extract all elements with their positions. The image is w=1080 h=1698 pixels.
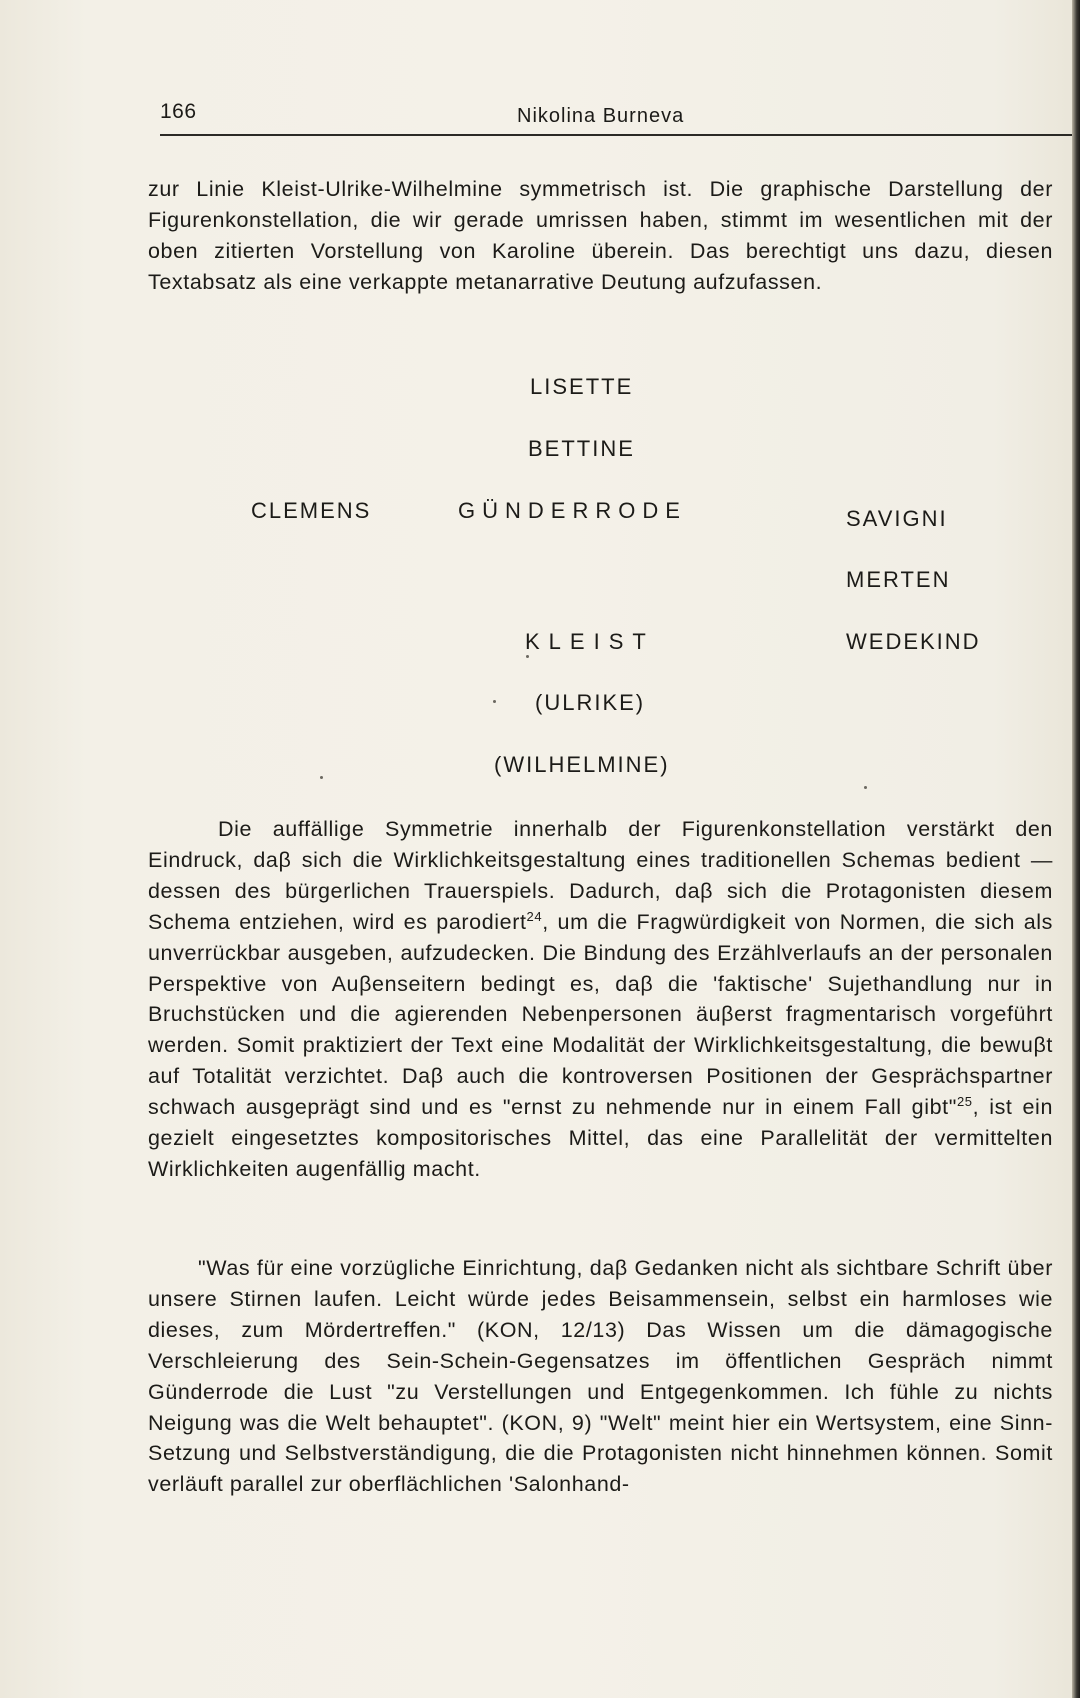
paragraph-quote: "Was für eine vorzügliche Einrichtung, daβ Gedanken nicht als sichtbare Schrift über unsere Stirnen laufen. Leicht würde jedes Beisammensein, selbst ein harmloses wie dieses, zum Mördertreffen." (KON, 12/13) Das Wissen um die dämagogische Verschleierung des Sein-Schein-Gegensatzes im öffentlichen Gespräch nimmt Günderrode die Lust "zu Verstellungen und Entgegenkommen. Ich fühle zu nichts Neigung was die Welt behauptet". (KON, 9) "Welt" meint hier ein Wertsystem, eine Sinn-Setzung und Selbstverständigung, die die Protagonisten nicht hinnehmen können. Somit verläuft parallel zur oberflächlichen 'Salonhand- xyxy=(148,1256,1053,1497)
page-number: 166 xyxy=(160,100,197,123)
figure-name-savigni: SAVIGNI xyxy=(846,506,948,531)
figure-name-merten: MERTEN xyxy=(846,567,951,592)
figure-name-gunderrode: GÜNDERRODE xyxy=(458,498,687,523)
page-edge-shadow xyxy=(1072,0,1080,1698)
figure-name-bettine: BETTINE xyxy=(528,436,635,461)
page-header xyxy=(160,100,1065,134)
figure-name-clemens: CLEMENS xyxy=(251,498,372,523)
print-speck xyxy=(493,700,496,703)
running-head-author: Nikolina Burneva xyxy=(517,105,685,127)
footnote-marker-25[interactable]: 25 xyxy=(956,1094,973,1109)
footnote-marker-24[interactable]: 24 xyxy=(526,908,543,924)
paragraph-symmetry-text-3: , ist ein gezielt eingesetztes kompositorisches Mittel, das eine Parallelität der vermittelten Wirklichkeiten augenfällig macht. xyxy=(148,1095,1053,1181)
figure-name-wilhelmine: (WILHELMINE) xyxy=(494,752,670,777)
figure-name-wedekind: WEDEKIND xyxy=(846,629,981,654)
figure-name-lisette: LISETTE xyxy=(530,374,634,399)
figure-name-kleist: KLEIST xyxy=(525,629,655,654)
paragraph-symmetry xyxy=(148,814,1053,1185)
header-rule xyxy=(160,134,1072,136)
paragraph-symmetry-text-1: Die auffällige Symmetrie innerhalb der Figurenkonstellation verstärkt den Eindruck, daβ sich die Wirklichkeitsgestaltung eines traditionellen Schemas bedient — dessen des bürgerlichen Trauerspiels. Dadurch, daβ sich die Protagonisten diesem Schema entziehen, wird es parodiert xyxy=(148,817,1053,934)
paragraph-intro: zur Linie Kleist-Ulrike-Wilhelmine symmetrisch ist. Die graphische Darstellung der Figurenkonstellation, die wir gerade umrissen haben, stimmt im wesentlichen mit der oben zitierten Vorstellung von Karoline überein. Das berechtigt uns dazu, diesen Textabsatz als eine verkappte metanarrative Deutung aufzufassen. xyxy=(148,177,1053,294)
paragraph-symmetry-text-2: , um die Fragwürdigkeit von Normen, die sich als unverrückbar ausgeben, aufzudecken. Die Bindung des Erzählverlaufs an der personalen Perspektive von Auβenseitern bedingt es, daβ die 'faktische' Sujethandlung nur in Bruchstücken und die agierenden Nebenpersonen äuβerst fragmentarisch vorgeführt werden. Somit praktiziert der Text eine Modalität der Wirklichkeitsgestaltung, die bewuβt auf Totalität verzichtet. Daβ auch die kontroversen Positionen der Gesprächspartner schwach ausgeprägt sind und es "ernst zu nehmende nur in einem Fall gibt" xyxy=(148,909,1053,1120)
print-speck xyxy=(320,776,323,779)
print-speck xyxy=(526,655,529,658)
print-speck xyxy=(864,786,867,789)
figure-name-ulrike: (ULRIKE) xyxy=(535,690,646,715)
